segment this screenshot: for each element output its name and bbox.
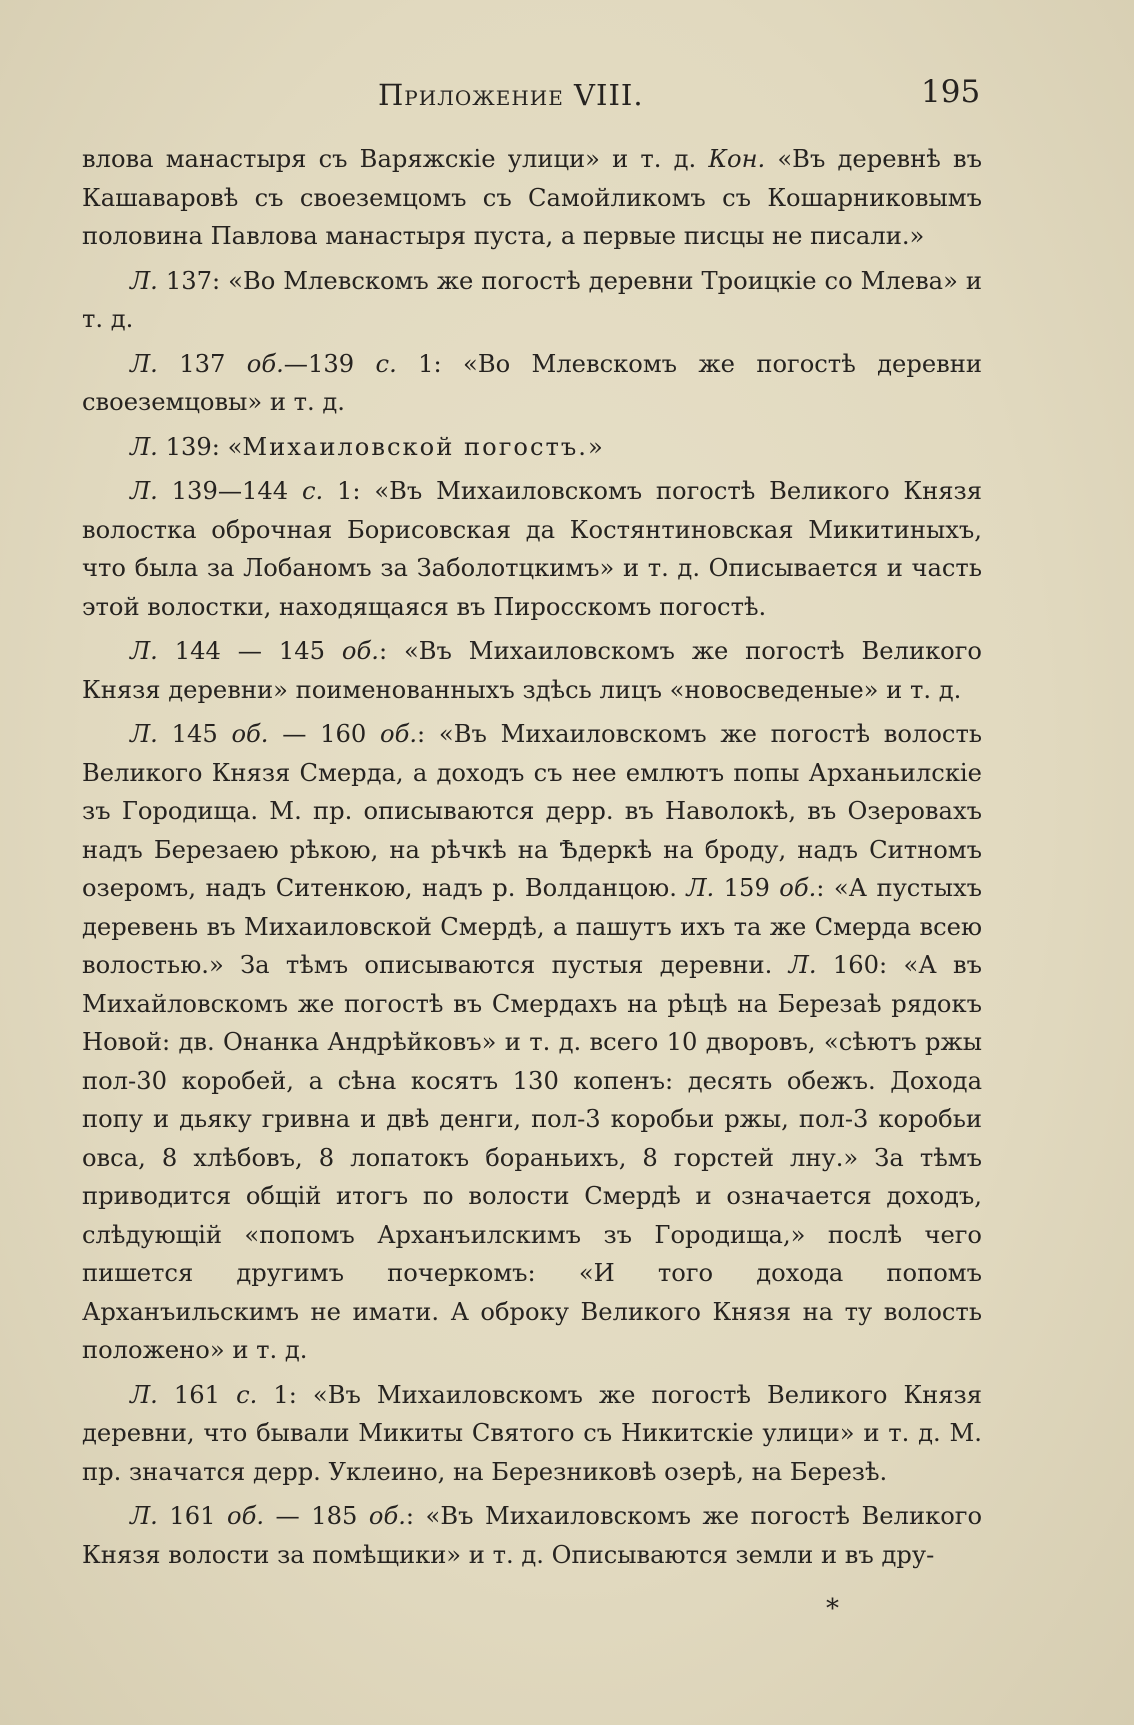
- paragraph: [82, 715, 982, 1370]
- spaced-heading-run: Михаиловской погостъ.: [242, 432, 588, 461]
- paragraph: [82, 632, 982, 709]
- paragraph: [82, 140, 982, 256]
- text-run: 1: «Въ Михаиловскомъ же погостѣ Великого Князя деревни, что бывали Микиты Святого съ Никитскіе улици» и т. д. М. пр. значатся дерр. Уклеино, на Березниковѣ озерѣ, на Березѣ.: [82, 1380, 982, 1486]
- text-run: 139: «: [157, 432, 243, 461]
- text-run: 160: «А въ Михайловскомъ же погостѣ въ Смердахъ на рѣцѣ на Березаѣ рядокъ Новой: дв. Онанка Андрѣйковъ» и т. д. всего 10 дворовъ, «сѣютъ ржы пол-30 коробей, а сѣна косятъ 130 копенъ: десять обежъ. Дохода попу и дьяку гривна и двѣ денги, пол-3 коробьи ржы, пол-3 коробьи овса, 8 хлѣбовъ, 8 лопатокъ бораньихъ, 8 горстей лну.» За тѣмъ приводится общій итогъ по волости Смердѣ и означается доходъ, слѣдующій «попомъ Арханъилскимъ зъ Городища,» послѣ чего пишется другимъ почеркомъ: «И того дохода попомъ Арханъильскимъ не имати. А оброку Великого Князя на ту волость положено» и т. д.: [82, 951, 982, 1364]
- paragraph: [82, 472, 982, 626]
- italic-run: Л.: [130, 1380, 158, 1409]
- text-run: —139: [283, 349, 376, 378]
- text-run: 137: [157, 349, 247, 378]
- text-run: 145: [157, 720, 232, 748]
- paragraph: [82, 345, 982, 422]
- italic-run: об.: [227, 1502, 265, 1530]
- italic-run: Л.: [130, 720, 158, 748]
- text-run: 1: «Въ Михаиловскомъ погостѣ Великого Князя волостка оброчная Борисовская да Костянтиновская Микитиныхъ, что была за Лобаномъ за Заболотцкимъ» и т. д. Описывается и часть этой волостки, находящаяся въ Пиросскомъ погостѣ.: [82, 477, 982, 621]
- italic-run: Л.: [130, 477, 158, 505]
- italic-run: об.: [341, 637, 379, 665]
- italic-run: Л.: [130, 266, 158, 295]
- italic-run: Кон.: [708, 145, 766, 173]
- text-run: »: [587, 432, 603, 461]
- italic-run: об.: [368, 1502, 406, 1530]
- paragraph: [82, 1497, 982, 1574]
- paragraph: [82, 262, 982, 339]
- text-run: «Въ деревнѣ въ Кашаваровѣ съ своеземцомъ съ Самойликомъ съ Кошарниковымъ половина Павлова манастыря пуста, а первые писцы не писали.»: [82, 145, 982, 250]
- italic-run: с.: [301, 477, 324, 505]
- italic-run: Л.: [130, 1502, 158, 1530]
- text-run: 137: «Во Млевскомъ же погостѣ деревни Троицкіе со Млева» и т. д.: [82, 266, 982, 333]
- text-run: — 185: [264, 1502, 369, 1530]
- running-head: Приложение VIII.: [378, 78, 644, 112]
- text-run: влова манастыря съ Варяжскіе улици» и т. д.: [82, 145, 709, 173]
- text-run: : «Въ Михаиловскомъ же погостѣ Великого Князя волости за помѣщики» и т. д. Описываются земли и въ дру-: [82, 1502, 983, 1569]
- body-text: [82, 140, 982, 1580]
- italic-run: об.: [779, 874, 817, 902]
- italic-run: об.: [380, 720, 418, 748]
- italic-run: Л.: [130, 432, 158, 461]
- italic-run: Л.: [788, 951, 817, 979]
- paragraph: [82, 1376, 982, 1492]
- italic-run: Л.: [686, 874, 715, 902]
- text-run: : «Въ Михаиловскомъ же погостѣ волость Великого Князя Смерда, а доходъ съ нее емлютъ попы Арханьилскіе зъ Городища. М. пр. описываются дерр. въ Наволокѣ, въ Озеровахъ надъ Березаею рѣкою, на рѣчкѣ на Ѣдеркѣ на броду, надъ Ситномъ озеромъ, надъ Ситенкою, надъ р. Волданцою.: [82, 720, 983, 902]
- text-run: 161: [157, 1380, 237, 1409]
- signature-mark: *: [826, 1594, 839, 1624]
- text-run: 161: [157, 1502, 228, 1530]
- italic-run: Л.: [130, 349, 158, 378]
- text-run: 139—144: [157, 477, 302, 505]
- italic-run: об.: [246, 349, 284, 378]
- italic-run: Л.: [130, 637, 158, 665]
- page-number: 195: [921, 74, 981, 110]
- text-run: 1: «Во Млевскомъ же погостѣ деревни своеземцовы» и т. д.: [82, 349, 983, 416]
- text-run: : «Въ Михаиловскомъ же погостѣ Великого Князя деревни» поименованныхъ здѣсь лицъ «новосведеные» и т. д.: [82, 637, 982, 704]
- italic-run: с.: [236, 1380, 258, 1409]
- italic-run: об.: [231, 720, 269, 748]
- text-run: — 160: [268, 720, 381, 748]
- text-run: : «А пустыхъ деревень въ Михаиловской Смердѣ, а пашутъ ихъ та же Смерда всею волостью.» За тѣмъ описываются пустыя деревни.: [82, 874, 983, 979]
- paragraph: [82, 428, 982, 467]
- text-run: 159: [714, 874, 780, 902]
- text-run: 144 — 145: [157, 637, 342, 665]
- italic-run: с.: [375, 349, 397, 378]
